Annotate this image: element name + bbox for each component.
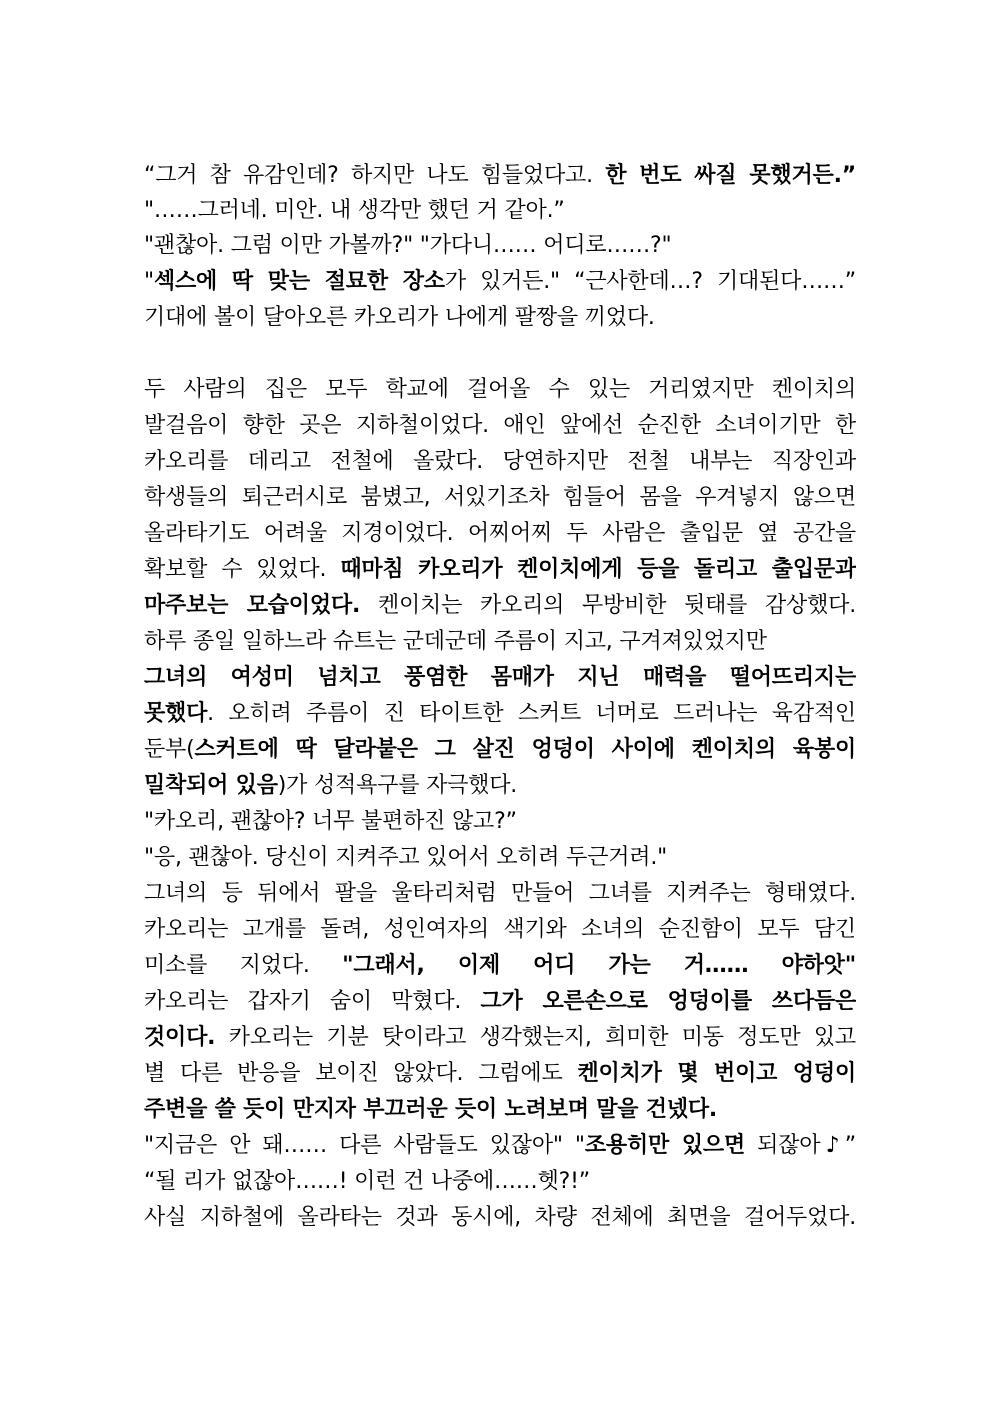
bold-text-segment: 섹스에 딱 맞는 절묘한 장소	[153, 269, 445, 294]
text-segment: "지금은 안 돼…… 다른 사람들도 있잖아" "	[144, 1133, 585, 1158]
text-line	[144, 660, 856, 696]
text-line	[144, 840, 856, 876]
bold-text-segment: 때마침 카오리가 켄이치에게 등을 돌리고 출입문과	[340, 557, 856, 582]
text-segment: "……그러네. 미안. 내 생각만 했던 거 같아.”	[144, 198, 565, 223]
text-segment: 기대에 볼이 달아오른 카오리가 나에게 팔짱을 끼었다.	[144, 305, 655, 330]
bold-text-segment: 그녀의 여성미 넘치고 풍염한 몸매가 지닌 매력을 떨어뜨리지는	[144, 665, 856, 690]
text-segment: 발걸음이 향한 곳은 지하철이었다. 애인 앞에선 순진한 소녀이기만 한	[144, 413, 856, 438]
text-line	[144, 804, 856, 840]
text-line	[144, 552, 856, 588]
text-segment: . 오히려 주름이 진 타이트한 스커트 너머로 드러나는 육감적인	[207, 701, 856, 726]
text-segment: 켄이치는 카오리의 무방비한 뒷태를 감상했다.	[360, 593, 856, 618]
text-segment: 하루 종일 일하느라 슈트는 군데군데 주름이 지고, 구겨져있었지만	[144, 629, 767, 654]
text-segment: 카오리는 갑자기 숨이 막혔다.	[144, 989, 481, 1014]
text-segment: “그거 참 유감인데? 하지만 나도 힘들었다고.	[144, 163, 606, 188]
bold-text-segment: 마주보는 모습이었다.	[144, 593, 361, 618]
text-segment: 둔부(	[144, 737, 195, 762]
bold-text-segment: 켄이치가 몇 번이고 엉덩이	[577, 1061, 856, 1086]
text-segment: 카오리는 고개를 돌려, 성인여자의 색기와 소녀의 순진함이 모두 담긴	[144, 917, 856, 942]
text-segment: 별 다른 반응을 보이진 않았다. 그럼에도	[144, 1061, 578, 1086]
text-line	[144, 948, 856, 984]
text-segment: 미소를 지었다.	[144, 953, 343, 978]
bold-text-segment: 조용히만 있으면	[584, 1133, 745, 1158]
text-segment: "카오리, 괜찮아? 너무 불편하진 않고?”	[144, 809, 517, 834]
text-line	[144, 480, 856, 516]
text-line	[144, 624, 856, 660]
text-line	[144, 408, 856, 444]
bold-text-segment: 주변을 쓸 듯이 만지자 부끄러운 듯이 노려보며 말을 건넸다.	[144, 1097, 718, 1122]
text-line	[144, 158, 856, 194]
text-line	[144, 228, 856, 264]
text-line	[144, 1020, 856, 1056]
bold-text-segment: 밀착되어 있음	[144, 773, 278, 798]
bold-text-segment: 그가 오른손으로 엉덩이를 쓰다듬은	[480, 989, 856, 1014]
text-line	[144, 264, 856, 300]
text-segment: 사실 지하철에 올라타는 것과 동시에, 차량 전체에 최면을 걸어두었다.	[144, 1205, 856, 1230]
text-line	[144, 588, 856, 624]
text-segment: "	[144, 269, 154, 294]
bold-text-segment: 스커트에 딱 달라붙은 그 살진 엉덩이 사이에 켄이치의 육봉이	[194, 737, 856, 762]
text-line	[144, 1056, 856, 1092]
text-line	[144, 984, 856, 1020]
text-segment: “될 리가 없잖아……! 이런 건 나중에……헷?!”	[144, 1169, 590, 1194]
bold-text-segment: 한 번도 싸질 못했거든.”	[605, 163, 856, 188]
text-segment: 확보할 수 있었다.	[144, 557, 341, 582]
text-line	[144, 1164, 856, 1200]
text-line	[144, 372, 856, 408]
text-segment: 카오리를 데리고 전철에 올랐다. 당연하지만 전철 내부는 직장인과	[144, 449, 856, 474]
text-line	[144, 1128, 856, 1164]
bold-text-segment: 못했다	[144, 701, 208, 726]
text-line	[144, 696, 856, 732]
text-line	[144, 732, 856, 768]
text-segment: "괜찮아. 그럼 이만 가볼까?" "가다니…… 어디로……?"	[144, 233, 672, 258]
text-segment: )가 성적욕구를 자극했다.	[277, 773, 518, 798]
text-segment: "응, 괜찮아. 당신이 지켜주고 있어서 오히려 두근거려."	[144, 845, 668, 870]
text-segment: 두 사람의 집은 모두 학교에 걸어올 수 있는 거리였지만 켄이치의	[144, 377, 856, 402]
text-line	[144, 1092, 856, 1128]
bold-text-segment: "그래서, 이제 어디 가는 거…… 야하앗"	[342, 953, 856, 978]
text-line	[144, 193, 856, 229]
text-segment: 가 있거든." “근사한데…? 기대된다……”	[444, 269, 856, 294]
text-segment: 올라타기도 어려울 지경이었다. 어찌어찌 두 사람은 출입문 옆 공간을	[144, 521, 856, 546]
text-segment: 되잖아♪”	[745, 1133, 856, 1158]
text-line	[144, 516, 856, 552]
text-line	[144, 876, 856, 912]
bold-text-segment: 것이다.	[144, 1025, 216, 1050]
text-line	[144, 444, 856, 480]
text-line	[144, 768, 856, 804]
text-line	[144, 300, 856, 336]
text-line	[144, 1200, 856, 1236]
text-line	[144, 912, 856, 948]
text-segment: 학생들의 퇴근러시로 붐볐고, 서있기조차 힘들어 몸을 우겨넣지 않으면	[144, 485, 856, 510]
text-segment: 카오리는 기분 탓이라고 생각했는지, 희미한 미동 정도만 있고	[215, 1025, 856, 1050]
text-segment: 그녀의 등 뒤에서 팔을 울타리처럼 만들어 그녀를 지켜주는 형태였다.	[144, 881, 856, 906]
